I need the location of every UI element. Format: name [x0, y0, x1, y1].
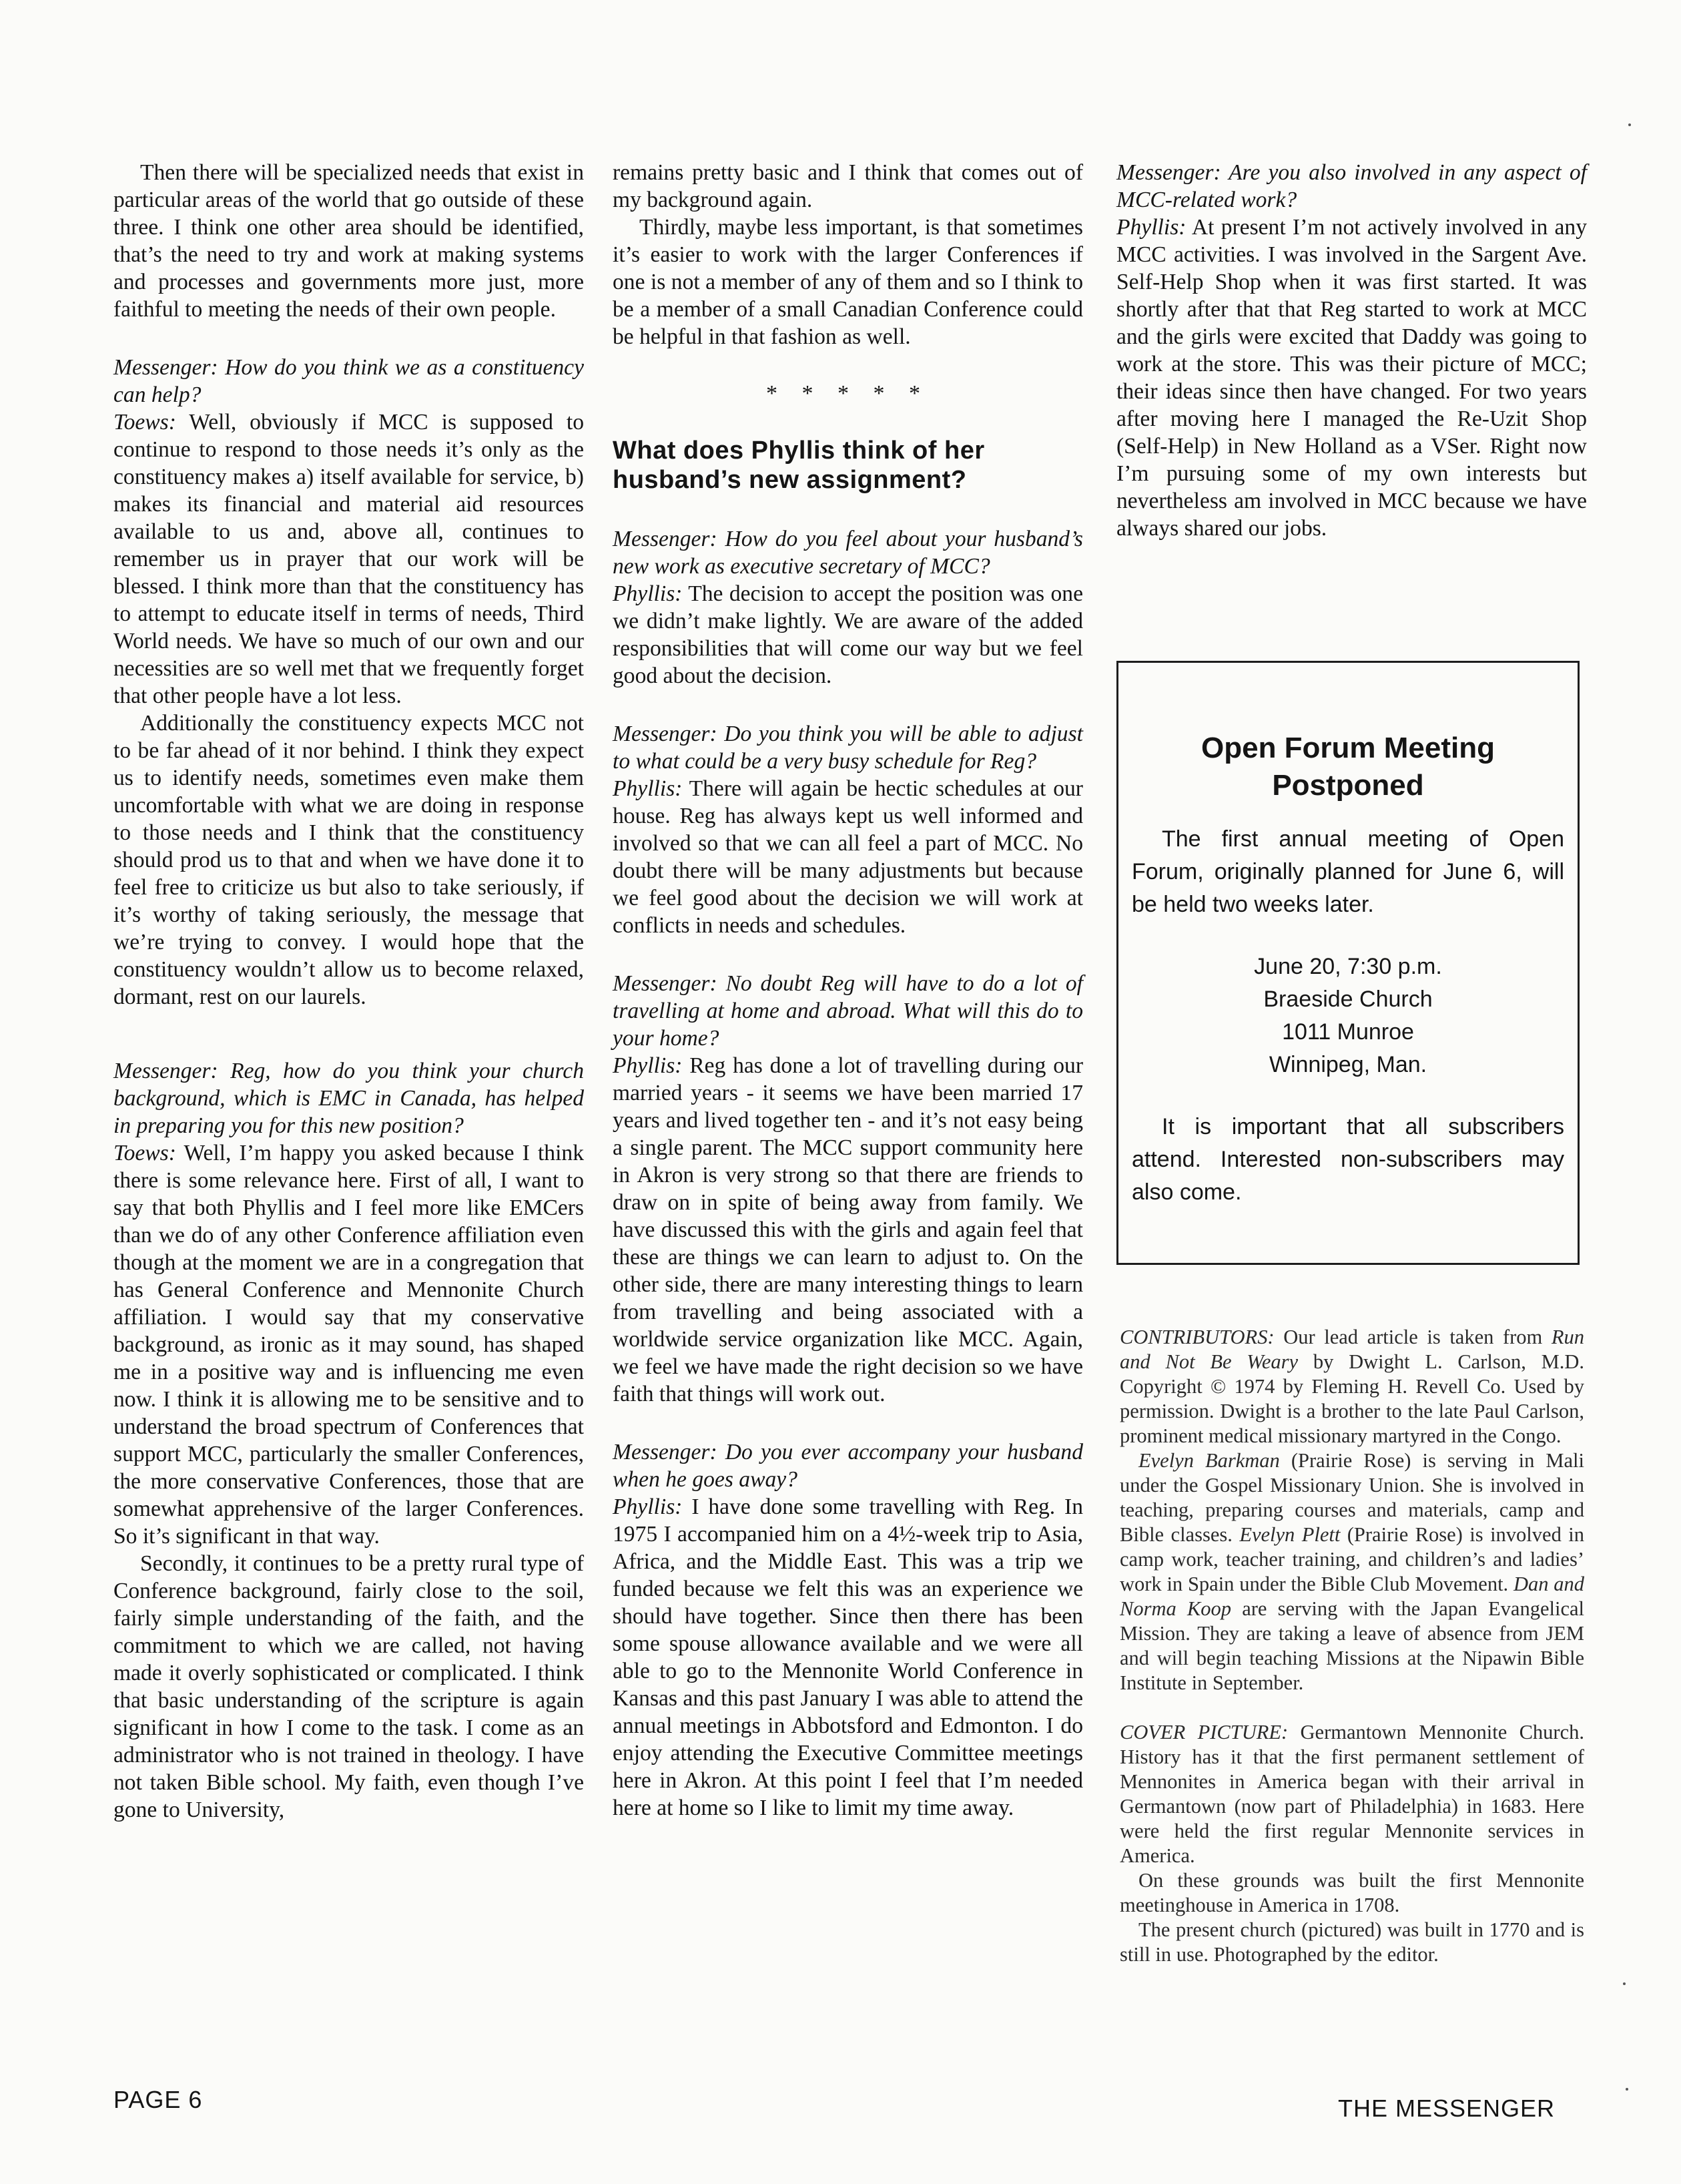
column-middle-bottom [613, 525, 1083, 1822]
answer-text: I have done some travelling with Reg. In 1975 I accompanied him on a 4½-week trip to Asia, Africa, and the Middle East. This was a trip we funded because we felt this was an experience we should have together. Since then there has been some spouse allowance available and we were all able to go to the Mennonite World Conference in Kansas and this past January I was able to attend the annual meetings in Abbotsford and Edmonton. I do enjoy attending the Executive Committee meetings here in Akron. At this point I feel that I’m needed here at home so I like to limit my time away. [613, 1494, 1083, 1820]
contributor-name: Evelyn Plett [1239, 1523, 1341, 1546]
answer-text: There will again be hectic schedules at our house. Reg has always kept us well informed and involved so that we can all feel a part of MCC. No doubt there will be many adjustments but because we feel good about the decision we will work at conflicts in needs and schedules. [613, 776, 1083, 938]
contributors-text-a: Our lead article is taken from [1274, 1326, 1552, 1348]
interview-answer [613, 775, 1083, 939]
body-paragraph: Then there will be specialized needs that exist in particular areas of the world that go outside of these three. I think one other area should be identified, that’s the need to try and work at making systems and processes and governments more just, more faithful to meeting the needs of their own people. [113, 160, 584, 322]
contributor-name: Evelyn Barkman [1138, 1449, 1280, 1472]
speaker-label: Phyllis: [613, 581, 683, 606]
interview-question: Messenger: Reg, how do you think your church background, which is EMC in Canada, has helped in preparing you for this new position? [113, 1059, 584, 1138]
announcement-title-line2: Postponed [1272, 769, 1424, 802]
interview-answer [1116, 214, 1587, 542]
column-middle-top [613, 159, 1083, 350]
interview-answer [613, 1052, 1083, 1408]
answer-text: At present I’m not actively involved in any MCC activities. I was involved in the Sargent Ave. Self-Help Shop when it was first started. It was shortly after that that Reg started to work at MCC and the girls were excited that Daddy was going to work at the store. This was their picture of MCC; their ideas since then have changed. For two years after moving here I managed the Re-Uzit Shop (Self-Help) in New Holland as a VSer. Right now I’m pursuing some of my own interests but nevertheless am involved in MCC because we have always shared our jobs. [1116, 215, 1587, 541]
interview-question: Messenger: Do you think you will be able to adjust to what could be a very busy schedule for Reg? [613, 722, 1083, 774]
answer-text: Well, I’m happy you asked because I think there is some relevance here. First of all, I want to say that both Phyllis and I feel more like EMCers than we do of any other Conference affiliation even though at the moment we are in a congregation that has General Conference and Mennonite Church affiliation. I would say that my conservative background, as ironic as it may sound, has shaped me in a positive way and is influencing me even now. I think it is allowing me to be sensitive and to understand the broad spectrum of Conferences that support MCC, particularly the smaller Conferences, the more conservative Conferences, those that are somewhat apprehensive of the larger Conferences. So it’s significant in that way. [113, 1141, 584, 1549]
interview-question: Messenger: Do you ever accompany your husband when he goes away? [613, 1440, 1083, 1492]
contributor-text: are serving with the Japan Evangelical Mission. They are taking a leave of absence from JEM and will begin teaching Missions at the Nipawin Bible Institute in September. [1120, 1597, 1584, 1694]
section-divider-stars: * * * * * [766, 381, 930, 406]
interview-answer [113, 1139, 584, 1550]
announcement-note: It is important that all subscribers attend. Interested non-subscribers may also come. [1132, 1114, 1564, 1205]
announcement-venue: Braeside Church [1263, 987, 1433, 1012]
contributors-text-b: by Dwight L. Carlson, M.D. Copyright © 1974 by Fleming H. Revell Co. Used by permission. Dwight is a brother to the late Paul Carlson, prominent medical missionary martyred in the Congo. [1120, 1350, 1584, 1447]
announcement-title-line1: Open Forum Meeting [1201, 732, 1495, 764]
body-paragraph: Thirdly, maybe less important, is that sometimes it’s easier to work with the larger Conferences if one is not a member of any of them and so I think to be a member of a small Canadian Conference could be helpful in that fashion as well. [613, 215, 1083, 349]
cover-picture-paragraph-2: On these grounds was built the first Mennonite meetinghouse in America in 1708. [1120, 1869, 1584, 1916]
interview-question: Messenger: How do you think we as a constituency can help? [113, 355, 584, 407]
announcement-text: The first annual meeting of Open Forum, originally planned for June 6, will be held two weeks later. [1132, 826, 1564, 917]
announcement-street: 1011 Munroe [1282, 1019, 1414, 1045]
speaker-label: Toews: [113, 410, 176, 435]
answer-text: Well, obviously if MCC is supposed to continue to respond to those needs it’s only as the constituency makes a) itself available for service, b) makes its financial and material aid resources available to us and, above all, continues to remember us in prayer that our work will be blessed. I think more than that the constituency has to attempt to educate itself in terms of needs, Third World needs. We have so much of our own and our necessities are so well met that we frequently forget that other people have a lot less. [113, 410, 584, 708]
contributor-text: (Prairie Rose) is serving in Mali under the Gospel Missionary Union. She is involved in teaching, preparing courses and materials, camp and Bible classes. [1120, 1449, 1585, 1546]
contributors-label: CONTRIBUTORS: [1120, 1326, 1275, 1348]
column-right [1116, 159, 1587, 542]
interview-answer [113, 408, 584, 710]
cover-picture-paragraph-3: The present church (pictured) was built in 1770 and is still in use. Photographed by the editor. [1120, 1918, 1584, 1966]
speaker-label: Toews: [113, 1141, 176, 1165]
interview-question: Messenger: No doubt Reg will have to do a lot of travelling at home and abroad. What will this do to your home? [613, 971, 1083, 1051]
scan-speck [1628, 123, 1631, 126]
contributor-name: Dan and Norma Koop [1120, 1573, 1585, 1620]
interview-answer [613, 1493, 1083, 1822]
announcement-title [1118, 730, 1578, 804]
column-left [113, 159, 584, 1824]
section-heading: What does Phyllis think of her husband’s new assignment? [613, 437, 985, 494]
answer-text: The decision to accept the position was one we didn’t make lightly. We are aware of the added responsibilities that will come our way but we feel good about the decision. [613, 581, 1083, 688]
announcement-box [1116, 661, 1580, 1265]
speaker-label: Phyllis: [613, 776, 683, 801]
contributors-paragraph-2 [1120, 1448, 1584, 1695]
speaker-label: Phyllis: [613, 1494, 683, 1519]
scan-speck [1623, 1982, 1626, 1985]
contributors-notes [1120, 1325, 1584, 1967]
speaker-label: Phyllis: [613, 1053, 683, 1078]
page-number: PAGE 6 [113, 2086, 203, 2113]
interview-question: Messenger: Are you also involved in any aspect of MCC-related work? [1116, 160, 1587, 212]
announcement-date: June 20, 7:30 p.m. [1254, 954, 1442, 979]
cover-picture-text: Germantown Mennonite Church. History has it that the first permanent settlement of Mennonites in America began with their arrival in Germantown (now part of Philadelphia) in 1683. Here were held the first regular Mennonite services in America. [1120, 1721, 1584, 1867]
announcement-city: Winnipeg, Man. [1269, 1052, 1427, 1077]
answer-text: Reg has done a lot of travelling during our married years - it seems we have been married 17 years and lived together ten - and it’s not easy being a single parent. The MCC support community here in Akron is very strong so that there are friends to draw on in spite of being away from family. We have discussed this with the girls and again feel that these are things we can learn to adjust to. On the other side, there are many interesting things to learn from travelling and being associated with a worldwide service organization like MCC. Again, we feel we have made the right decision so we have faith that things will work out. [613, 1053, 1083, 1406]
contributor-text: (Prairie Rose) is involved in camp work, teacher training, and children’s and ladies’ work in Spain under the Bible Club Movement. [1120, 1523, 1584, 1595]
body-paragraph: Secondly, it continues to be a pretty rural type of Conference background, fairly close to the soil, fairly simple understanding of the faith, and the commitment to which we are called, not having made it overly sophisticated or complicated. I think that basic understanding of the scripture is again significant in how I come to the task. I come as an administrator who is not trained in theology. I have not taken Bible school. My faith, even though I’ve gone to University, [113, 1551, 584, 1822]
book-title: Run and Not Be Weary [1120, 1326, 1584, 1373]
interview-answer [613, 580, 1083, 690]
announcement-address [1118, 950, 1578, 1081]
cover-picture-label: COVER PICTURE: [1120, 1721, 1289, 1743]
speaker-label: Phyllis: [1116, 215, 1187, 240]
scan-speck [1626, 2088, 1628, 2091]
body-paragraph: remains pretty basic and I think that comes out of my background again. [613, 160, 1083, 212]
contributors-paragraph [1120, 1325, 1584, 1448]
cover-picture-paragraph [1120, 1720, 1584, 1868]
column-middle [613, 159, 1083, 1822]
interview-question: Messenger: How do you feel about your husband’s new work as executive secretary of MCC? [613, 527, 1083, 579]
publication-name: THE MESSENGER [1338, 2095, 1556, 2122]
body-paragraph: Additionally the constituency expects MCC not to be far ahead of it nor behind. I think they expect us to identify needs, sometimes even make them uncomfortable with what we are doing in response to those needs and I think that the constituency should prod us to that and when we have done it to feel free to criticize us but also to take seriously, if it’s worthy of taking seriously, the message that we’re trying to convey. I would hope that the constituency wouldn’t allow us to become relaxed, dormant, rest on our laurels. [113, 711, 584, 1009]
